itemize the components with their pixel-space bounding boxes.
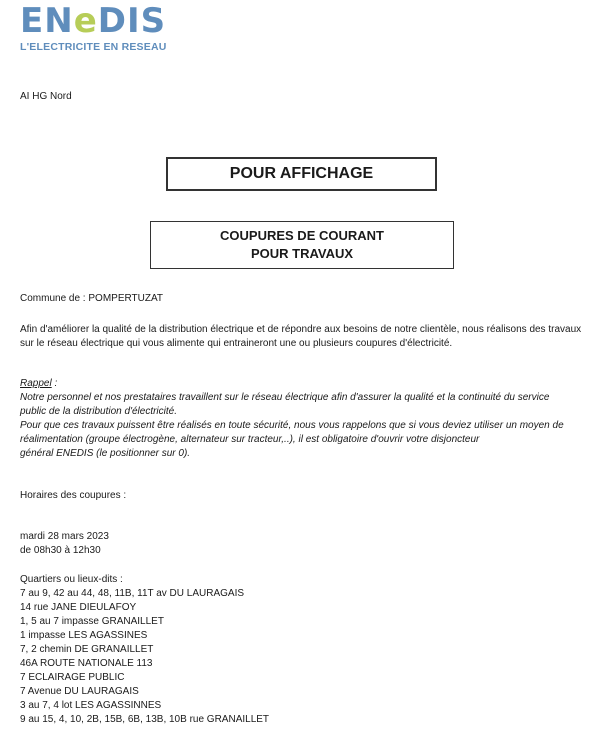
rappel-line: réalimentation (groupe électrogène, alternateur sur tracteur,..), il est obligatoire d'ouvrir votre disjoncteur <box>20 434 480 445</box>
horaires-label: Horaires des coupures : <box>20 490 127 501</box>
sender: AI HG Nord <box>20 91 72 102</box>
subtitle-line: POUR TRAVAUX <box>250 246 354 261</box>
rappel-label: Rappel <box>20 378 52 389</box>
rappel-line: général ENEDIS (le positionner sur 0). <box>20 448 191 459</box>
commune: Commune de : POMPERTUZAT <box>20 293 163 304</box>
quartier-item: 46A ROUTE NATIONALE 113 <box>20 658 153 669</box>
date: mardi 28 mars 2023 <box>20 531 109 542</box>
rappel-line: Pour que ces travaux puissent être réalisés en toute sécurité, nous vous rappelons que si vous deviez utiliser un moyen de <box>20 420 564 431</box>
title: POUR AFFICHAGE <box>229 165 374 182</box>
quartier-item: 7 ECLAIRAGE PUBLIC <box>20 672 125 683</box>
quartier-item: 3 au 7, 4 lot LES AGASSINNES <box>20 700 162 711</box>
quartiers-label: Quartiers ou lieux-dits : <box>20 574 123 585</box>
rappel-colon: : <box>51 378 58 389</box>
rappel-section <box>20 377 590 461</box>
rappel-line: Notre personnel et nos prestataires travaillent sur le réseau électrique afin d'assurer la qualité et la continuité du service <box>20 392 550 403</box>
enedis-logo: ENeDIS <box>20 1 167 41</box>
title-box <box>166 157 437 191</box>
quartier-item: 1, 5 au 7 impasse GRANAILLET <box>20 616 164 627</box>
quartier-item: 14 rue JANE DIEULAFOY <box>20 602 137 613</box>
quartier-item: 7, 2 chemin DE GRANAILLET <box>20 644 154 655</box>
subtitle-line: COUPURES DE COURANT <box>220 228 384 243</box>
quartier-item: 1 impasse LES AGASSINES <box>20 630 148 641</box>
rappel-line: public de la distribution d'électricité. <box>20 406 177 417</box>
intro-paragraph: Afin d'améliorer la qualité de la distribution électrique et de répondre aux besoins de notre clientèle, nous réalisons des travaux sur le réseau électrique qui vous alimente qui entraineront une ou plusieurs coupures d'électricité. <box>20 324 582 349</box>
subtitle-box <box>150 221 454 269</box>
quartier-item: 9 au 15, 4, 10, 2B, 15B, 6B, 13B, 10B rue GRANAILLET <box>20 714 270 725</box>
quartier-item: 7 Avenue DU LAURAGAIS <box>20 686 139 697</box>
logo-tagline: L'ELECTRICITE EN RESEAU <box>20 41 167 53</box>
quartiers-section <box>20 573 590 727</box>
time: de 08h30 à 12h30 <box>20 545 101 556</box>
quartier-item: 7 au 9, 42 au 44, 48, 11B, 11T av DU LAURAGAIS <box>20 588 245 599</box>
